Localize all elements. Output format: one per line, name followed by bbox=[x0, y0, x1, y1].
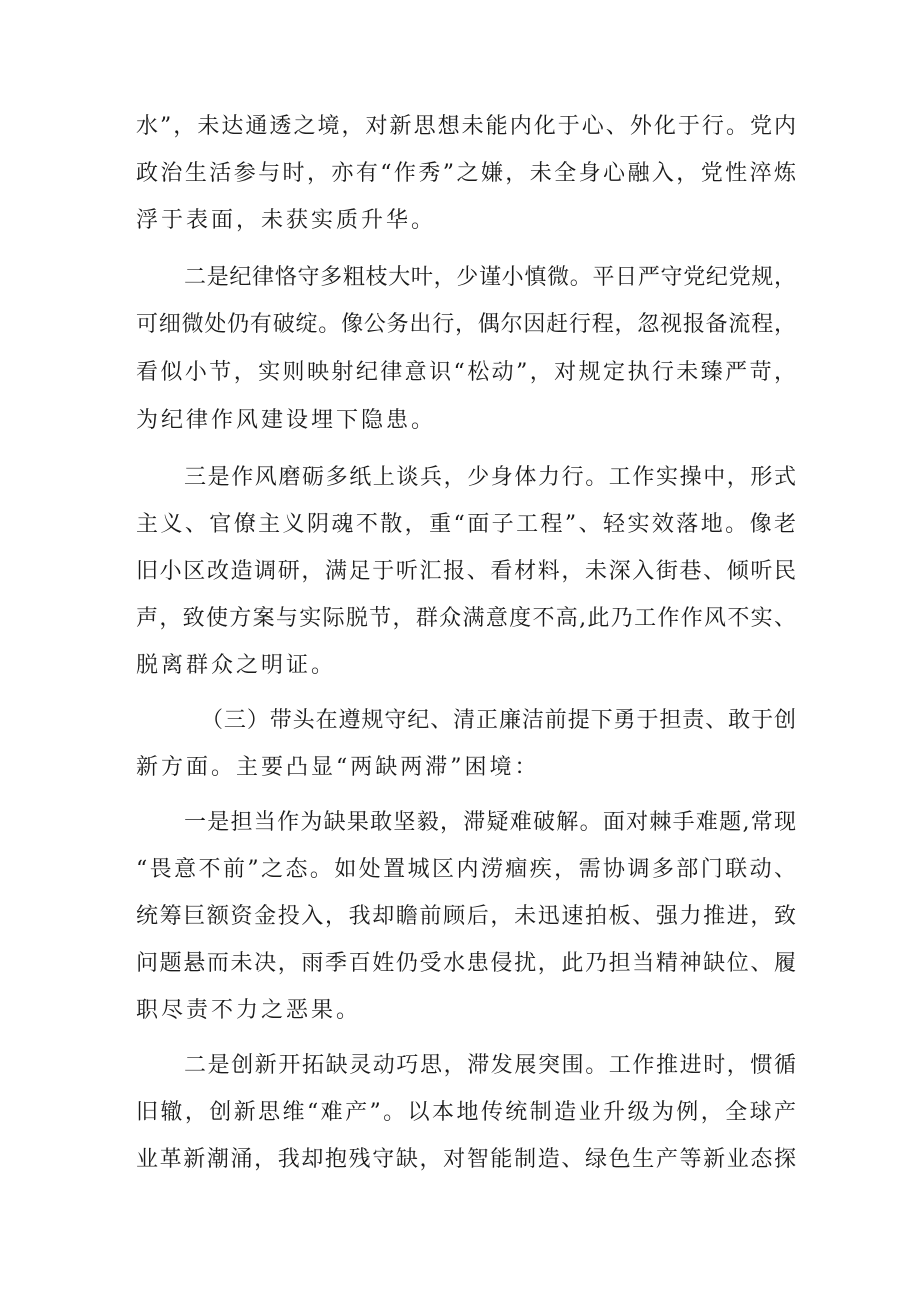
paragraph-6-line-2: 旧辙，创新思维“难产”。以本地传统制造业升级为例，全球产 bbox=[136, 1100, 796, 1125]
paragraph-3-line-4: 声，致使方案与实际脱节，群众满意度不高,此乃工作作风不实、 bbox=[136, 606, 796, 631]
paragraph-1-line-1: 水”，未达通透之境，对新思想未能内化于心、外化于行。党内 bbox=[136, 114, 796, 139]
paragraph-2-line-3: 看似小节，实则映射纪律意识“松动”，对规定执行未臻严苛， bbox=[136, 360, 796, 385]
paragraph-2-line-4: 为纪律作风建设埋下隐患。 bbox=[136, 408, 437, 433]
paragraph-1-line-3: 浮于表面，未获实质升华。 bbox=[136, 208, 437, 233]
paragraph-5-line-1: 一是担当作为缺果敢坚毅，滞疑难破解。面对棘手难题,常现 bbox=[184, 810, 796, 835]
paragraph-5-line-2: “畏意不前”之态。如处置城区内涝痼疾，需协调多部门联动、 bbox=[136, 857, 796, 882]
paragraph-2-line-2: 可细微处仍有破绽。像公务出行，偶尔因赶行程，忽视报备流程， bbox=[136, 312, 796, 337]
paragraph-2-line-1: 二是纪律恪守多粗枝大叶，少谨小慎微。平日严守党纪党规， bbox=[184, 265, 796, 290]
paragraph-1-line-2: 政治生活参与时，亦有“作秀”之嫌，未全身心融入，党性淬炼 bbox=[136, 161, 796, 186]
paragraph-4-line-2: 新方面。主要凸显“两缺两滞”困境： bbox=[136, 755, 540, 780]
paragraph-5-line-5: 职尽责不力之恶果。 bbox=[136, 998, 362, 1023]
paragraph-3-line-2: 主义、官僚主义阴魂不散，重“面子工程”、轻实效落地。像老 bbox=[136, 512, 796, 537]
paragraph-4-line-1: （三）带头在遵规守纪、清正廉洁前提下勇于担责、敢于创 bbox=[201, 708, 796, 733]
paragraph-3-line-3: 旧小区改造调研，满足于听汇报、看材料，未深入街巷、倾听民 bbox=[136, 559, 796, 584]
paragraph-3-line-1: 三是作风磨砺多纸上谈兵，少身体力行。工作实操中，形式 bbox=[184, 465, 796, 490]
paragraph-3-line-5: 脱离群众之明证。 bbox=[136, 653, 337, 678]
paragraph-5-line-3: 统筹巨额资金投入，我却瞻前顾后，未迅速拍板、强力推进，致 bbox=[136, 904, 796, 929]
paragraph-6-line-1: 二是创新开拓缺灵动巧思，滞发展突围。工作推进时，惯循 bbox=[184, 1053, 796, 1078]
paragraph-6-line-3: 业革新潮涌，我却抱残守缺，对智能制造、绿色生产等新业态探 bbox=[136, 1147, 796, 1172]
paragraph-5-line-4: 问题悬而未决，雨季百姓仍受水患侵扰，此乃担当精神缺位、履 bbox=[136, 951, 796, 976]
